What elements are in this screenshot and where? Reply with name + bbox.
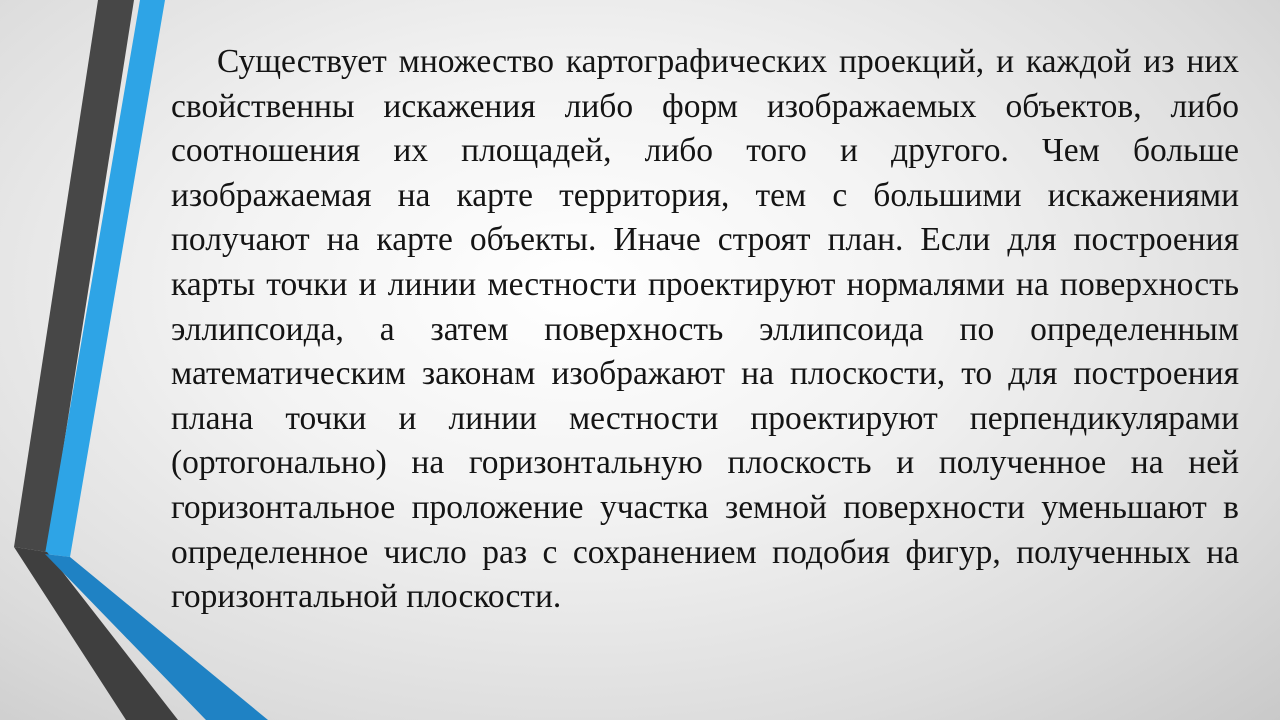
slide-paragraph: Существует множество картографических проекций, и каждой из них свойственны искажения либо форм изображаемых объектов, либо соотношения их площадей, либо того и другого. Чем больше изображаемая на карте территория, тем с большими искажениями получают на карте объекты. Иначе строят план. Если для построения карты точки и линии местности проектируют нормалями на поверхность эллипсоида, а затем поверхность эллипсоида по определенным математическим законам изображают на плоскости, то для построения плана точки и линии местности проектируют перпендикулярами (ортогонально) на горизонтальную плоскость и полученное на ней горизонтальное проложение участка земной поверхности уменьшают в определенное число раз с сохранением подобия фигур, полученных на горизонтальной плоскости. [171,43,1239,616]
